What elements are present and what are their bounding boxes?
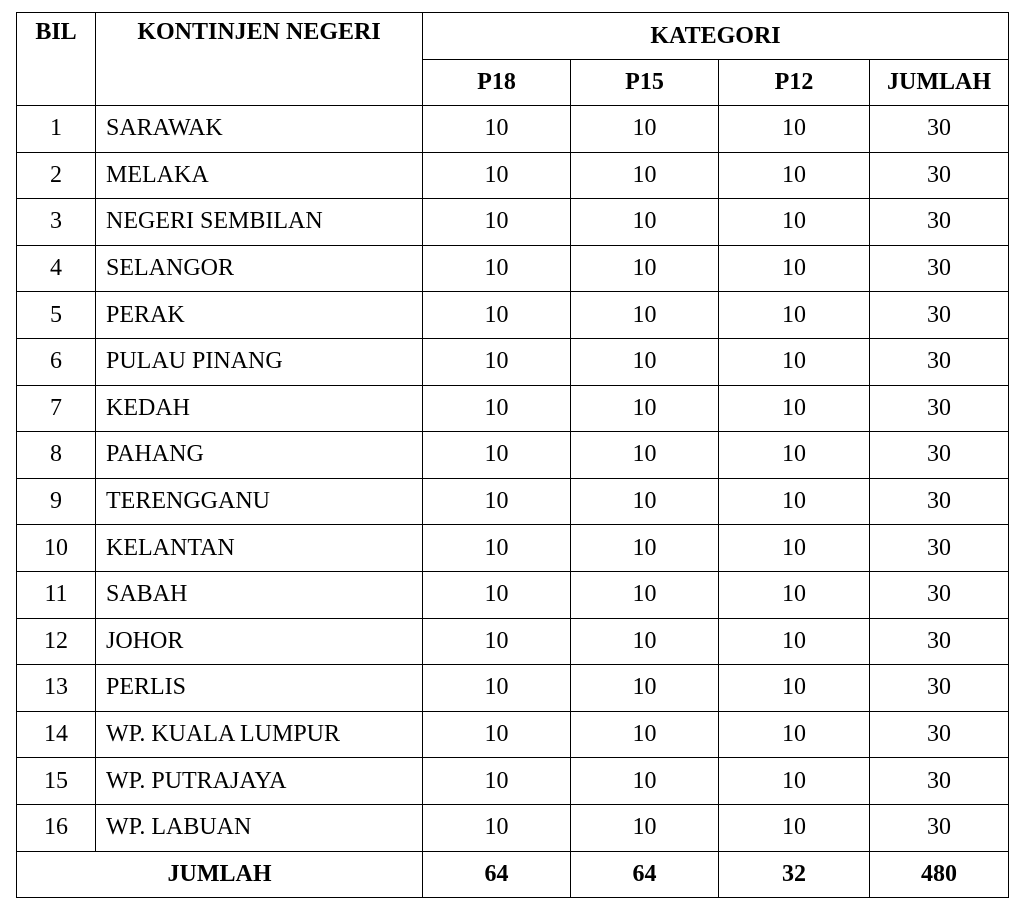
cell-negeri: PULAU PINANG [96, 338, 423, 385]
cell-negeri: PERAK [96, 292, 423, 339]
cell-p12: 10 [719, 804, 870, 851]
table-row [17, 199, 1009, 246]
header-kontinjen-negeri: KONTINJEN NEGERI [96, 13, 423, 106]
cell-bil: 3 [17, 199, 96, 246]
table-footer [17, 851, 1009, 897]
cell-p12: 10 [719, 758, 870, 805]
cell-p12: 10 [719, 152, 870, 199]
cell-jumlah: 30 [870, 245, 1009, 292]
cell-p18: 10 [423, 432, 571, 479]
cell-p15: 10 [571, 665, 719, 712]
header-p15: P15 [571, 60, 719, 106]
table-row [17, 338, 1009, 385]
header-p12: P12 [719, 60, 870, 106]
cell-bil: 4 [17, 245, 96, 292]
cell-p12: 10 [719, 711, 870, 758]
cell-jumlah: 30 [870, 571, 1009, 618]
cell-jumlah: 30 [870, 338, 1009, 385]
cell-bil: 12 [17, 618, 96, 665]
table-row [17, 711, 1009, 758]
total-label: JUMLAH [17, 851, 423, 897]
cell-negeri: PERLIS [96, 665, 423, 712]
cell-p12: 10 [719, 292, 870, 339]
cell-negeri: TERENGGANU [96, 478, 423, 525]
total-jumlah: 480 [870, 851, 1009, 897]
cell-p18: 10 [423, 152, 571, 199]
total-row [17, 851, 1009, 897]
cell-p12: 10 [719, 338, 870, 385]
cell-bil: 2 [17, 152, 96, 199]
total-p15: 64 [571, 851, 719, 897]
cell-negeri: WP. LABUAN [96, 804, 423, 851]
cell-p18: 10 [423, 338, 571, 385]
table-row [17, 152, 1009, 199]
cell-jumlah: 30 [870, 804, 1009, 851]
table-row [17, 758, 1009, 805]
cell-bil: 9 [17, 478, 96, 525]
cell-jumlah: 30 [870, 199, 1009, 246]
cell-negeri: PAHANG [96, 432, 423, 479]
table-header [17, 13, 1009, 106]
cell-negeri: SARAWAK [96, 106, 423, 153]
cell-jumlah: 30 [870, 432, 1009, 479]
cell-negeri: WP. PUTRAJAYA [96, 758, 423, 805]
cell-negeri: KEDAH [96, 385, 423, 432]
cell-p12: 10 [719, 525, 870, 572]
cell-negeri: KELANTAN [96, 525, 423, 572]
cell-p15: 10 [571, 618, 719, 665]
table-row [17, 804, 1009, 851]
header-kategori: KATEGORI [423, 13, 1009, 60]
cell-p15: 10 [571, 804, 719, 851]
table-row [17, 292, 1009, 339]
cell-p15: 10 [571, 571, 719, 618]
cell-p12: 10 [719, 199, 870, 246]
cell-jumlah: 30 [870, 525, 1009, 572]
cell-p18: 10 [423, 199, 571, 246]
cell-jumlah: 30 [870, 618, 1009, 665]
header-row-top [17, 13, 1009, 60]
cell-negeri: SABAH [96, 571, 423, 618]
cell-bil: 15 [17, 758, 96, 805]
cell-bil: 16 [17, 804, 96, 851]
cell-bil: 1 [17, 106, 96, 153]
cell-p18: 10 [423, 711, 571, 758]
table-row [17, 525, 1009, 572]
cell-p15: 10 [571, 385, 719, 432]
cell-bil: 10 [17, 525, 96, 572]
cell-p15: 10 [571, 525, 719, 572]
cell-p15: 10 [571, 292, 719, 339]
table-row [17, 618, 1009, 665]
table-row [17, 478, 1009, 525]
cell-p15: 10 [571, 245, 719, 292]
table-row [17, 432, 1009, 479]
cell-jumlah: 30 [870, 478, 1009, 525]
cell-negeri: NEGERI SEMBILAN [96, 199, 423, 246]
header-p18: P18 [423, 60, 571, 106]
cell-p15: 10 [571, 478, 719, 525]
contingent-table [16, 12, 1009, 898]
cell-p15: 10 [571, 338, 719, 385]
total-p12: 32 [719, 851, 870, 897]
total-p18: 64 [423, 851, 571, 897]
cell-p18: 10 [423, 292, 571, 339]
cell-bil: 14 [17, 711, 96, 758]
cell-p12: 10 [719, 385, 870, 432]
cell-negeri: MELAKA [96, 152, 423, 199]
cell-p15: 10 [571, 106, 719, 153]
table-row [17, 385, 1009, 432]
cell-p18: 10 [423, 618, 571, 665]
cell-p15: 10 [571, 758, 719, 805]
cell-p12: 10 [719, 478, 870, 525]
cell-p12: 10 [719, 432, 870, 479]
cell-p18: 10 [423, 571, 571, 618]
cell-p12: 10 [719, 665, 870, 712]
cell-p15: 10 [571, 711, 719, 758]
cell-p18: 10 [423, 665, 571, 712]
cell-p15: 10 [571, 152, 719, 199]
cell-p12: 10 [719, 618, 870, 665]
cell-jumlah: 30 [870, 292, 1009, 339]
table-row [17, 665, 1009, 712]
cell-p18: 10 [423, 525, 571, 572]
cell-jumlah: 30 [870, 106, 1009, 153]
table-row [17, 245, 1009, 292]
cell-p18: 10 [423, 758, 571, 805]
cell-negeri: WP. KUALA LUMPUR [96, 711, 423, 758]
cell-negeri: SELANGOR [96, 245, 423, 292]
header-jumlah: JUMLAH [870, 60, 1009, 106]
cell-p18: 10 [423, 478, 571, 525]
cell-p15: 10 [571, 199, 719, 246]
cell-p18: 10 [423, 385, 571, 432]
cell-p18: 10 [423, 106, 571, 153]
cell-bil: 7 [17, 385, 96, 432]
cell-p12: 10 [719, 571, 870, 618]
header-bil: BIL [17, 13, 96, 106]
cell-p15: 10 [571, 432, 719, 479]
cell-jumlah: 30 [870, 711, 1009, 758]
cell-negeri: JOHOR [96, 618, 423, 665]
cell-jumlah: 30 [870, 385, 1009, 432]
table-row [17, 106, 1009, 153]
cell-p18: 10 [423, 804, 571, 851]
cell-jumlah: 30 [870, 758, 1009, 805]
cell-p12: 10 [719, 106, 870, 153]
cell-jumlah: 30 [870, 152, 1009, 199]
cell-bil: 5 [17, 292, 96, 339]
cell-bil: 13 [17, 665, 96, 712]
table-row [17, 571, 1009, 618]
cell-bil: 11 [17, 571, 96, 618]
cell-bil: 6 [17, 338, 96, 385]
cell-bil: 8 [17, 432, 96, 479]
cell-jumlah: 30 [870, 665, 1009, 712]
cell-p12: 10 [719, 245, 870, 292]
table-body [17, 106, 1009, 852]
cell-p18: 10 [423, 245, 571, 292]
